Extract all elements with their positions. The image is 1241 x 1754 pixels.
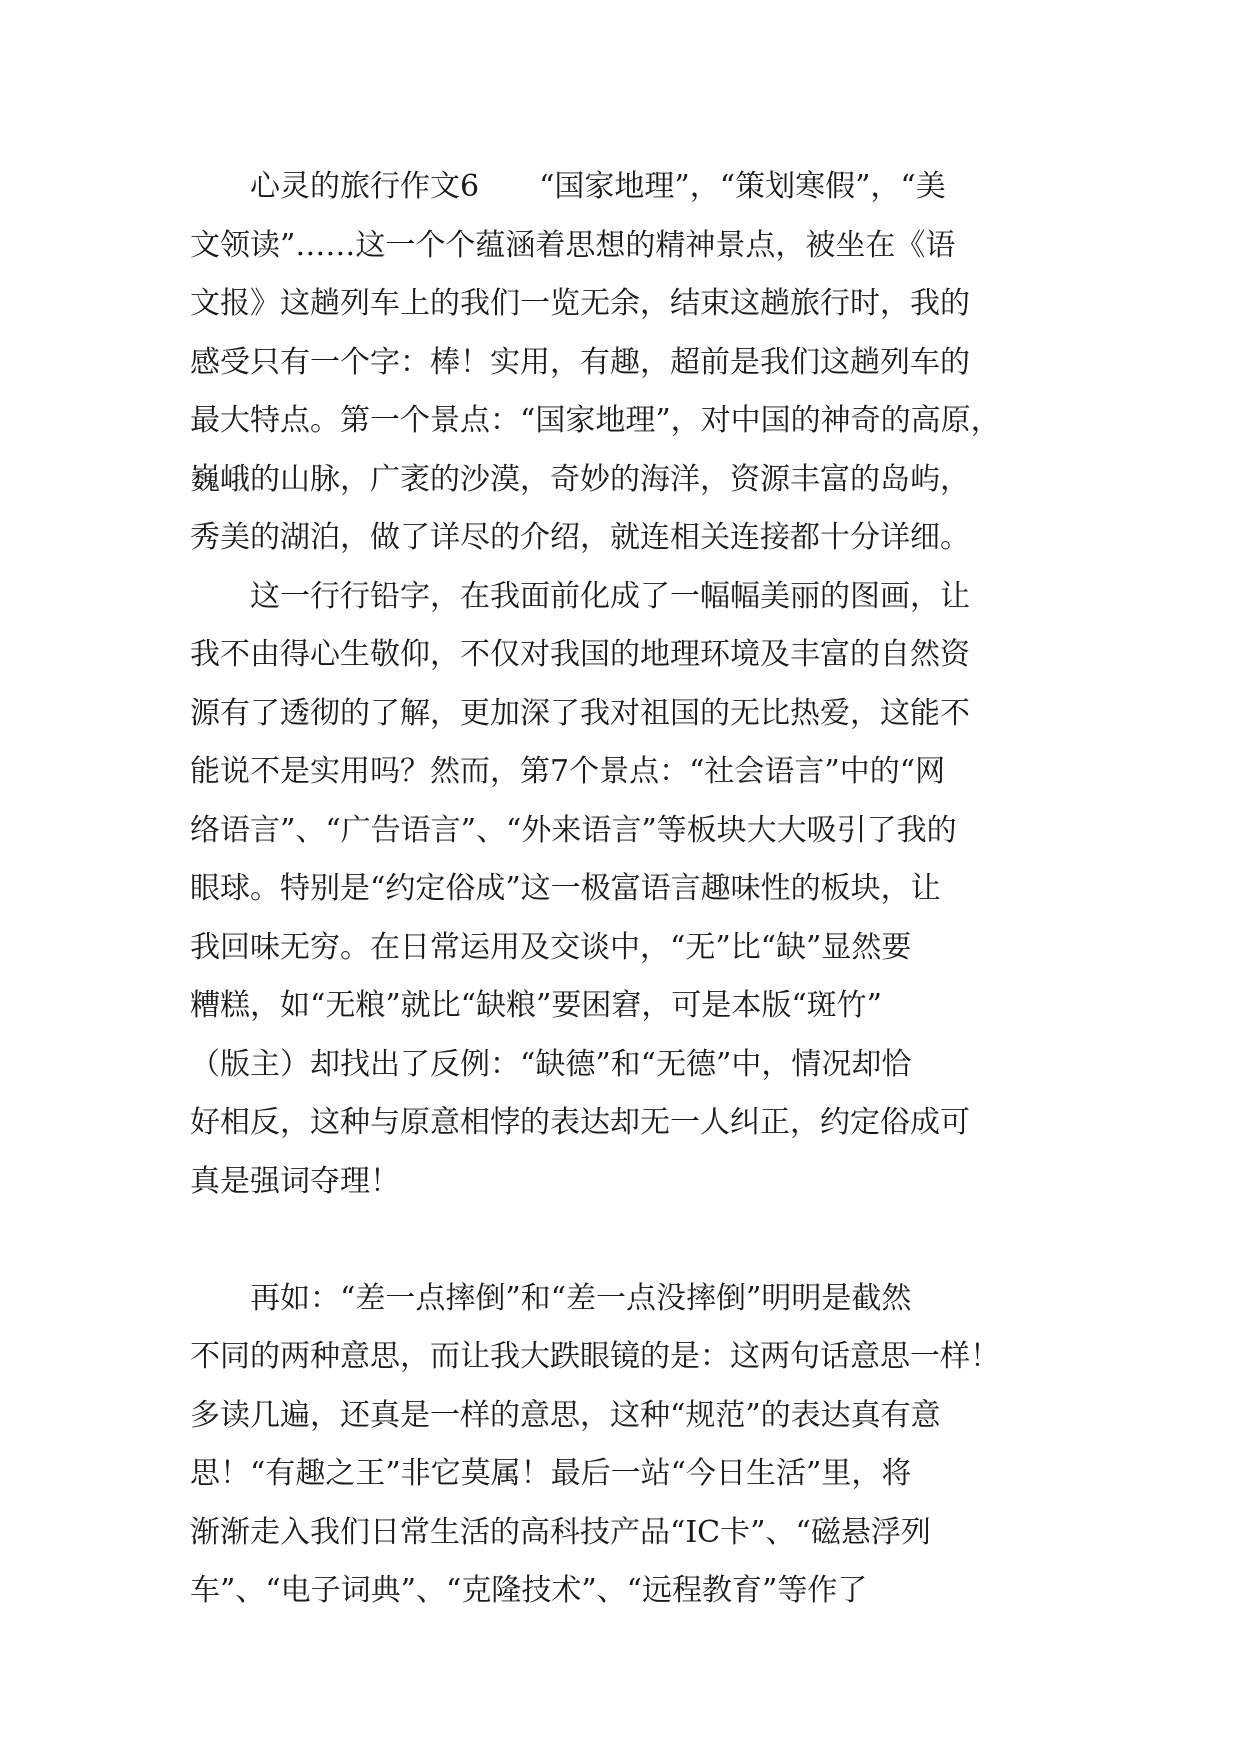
text-line: 我不由得心生敬仰，不仅对我国的地理环境及丰富的自然资 — [190, 637, 970, 672]
text-line: 思！“有趣之王”非它莫属！最后一站“今日生活”里，将 — [190, 1456, 912, 1491]
text-line: 再如：“差一点摔倒”和“差一点没摔倒”明明是截然 — [190, 1280, 912, 1316]
paragraph-3 — [190, 1270, 1050, 1621]
text-line: 真是强词夺理！ — [190, 1163, 400, 1199]
paragraph-1 — [190, 158, 1050, 568]
text-line: 文领读”……这一个个蕴涵着思想的精神景点，被坐在《语 — [190, 227, 956, 263]
text-line: （版主）却找出了反例：“缺德”和“无德”中，情况却恰 — [190, 1046, 912, 1082]
text-line: 感受只有一个字：棒！实用，有趣，超前是我们这趟列车的 — [190, 344, 970, 380]
text-line: 多读几遍，还真是一样的意思，这种“规范”的表达真有意 — [190, 1397, 941, 1433]
text-line: 络语言”、“广告语言”、“外来语言”等板块大大吸引了我的 — [190, 812, 957, 848]
text-line: 这一行行铅字，在我面前化成了一幅幅美丽的图画，让 — [190, 578, 970, 614]
text-line: 能说不是实用吗？然而，第7个景点：“社会语言”中的“网 — [190, 754, 946, 789]
text-line: 好相反，这种与原意相悖的表达却无一人纠正，约定俗成可 — [190, 1105, 970, 1140]
paragraph-2 — [190, 568, 1050, 1270]
text-line: 源有了透彻的了解，更加深了我对祖国的无比热爱，这能不 — [190, 695, 970, 731]
text-line: 文报》这趟列车上的我们一览无余，结束这趟旅行时，我的 — [190, 286, 970, 321]
text-line: 眼球。特别是“约定俗成”这一极富语言趣味性的板块，让 — [190, 871, 941, 906]
text-line: 渐渐走入我们日常生活的高科技产品“IC卡”、“磁悬浮列 — [190, 1514, 931, 1550]
text-line: 最大特点。第一个景点：“国家地理”，对中国的神奇的高原， — [190, 403, 1001, 438]
text-line: 秀美的湖泊，做了详尽的介绍，就连相关连接都十分详细。 — [190, 520, 970, 555]
text-line: 糟糕，如“无粮”就比“缺粮”要困窘，可是本版“斑竹” — [190, 988, 883, 1023]
article-body — [190, 158, 1050, 1621]
text-line: 巍峨的山脉，广袤的沙漠，奇妙的海洋，资源丰富的岛屿， — [190, 461, 970, 497]
text-line: 车”、“电子词典”、“克隆技术”、“远程教育”等作了 — [190, 1573, 868, 1608]
text-line: 我回味无穷。在日常运用及交谈中，“无”比“缺”显然要 — [190, 929, 912, 965]
text-line: 心灵的旅行作文6 “国家地理”，“策划寒假”，“美 — [190, 169, 946, 204]
text-line: 不同的两种意思，而让我大跌眼镜的是：这两句话意思一样！ — [190, 1339, 1000, 1374]
text-line — [190, 1211, 1050, 1270]
